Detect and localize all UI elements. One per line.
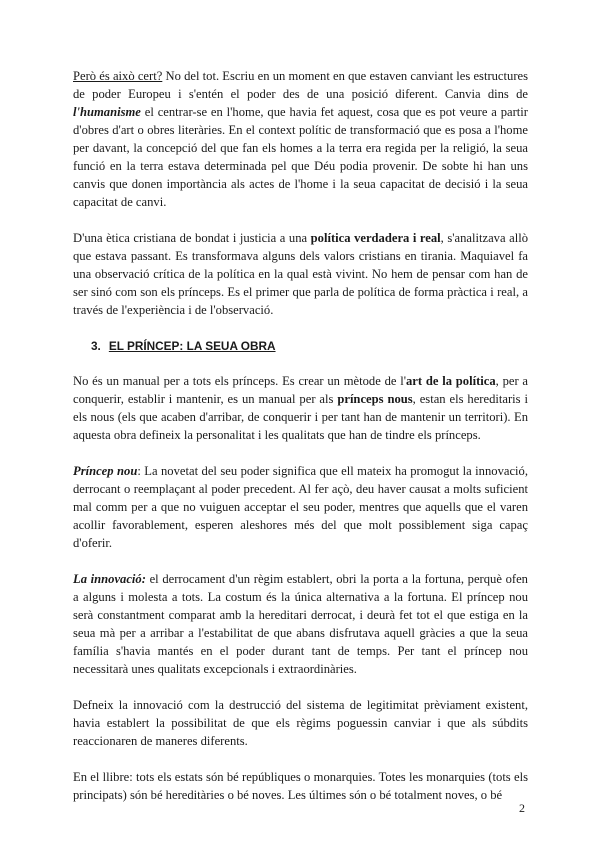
paragraph-innovacio	[73, 570, 528, 678]
text-run: Defneix la innovació com la destrucció del sistema de legitimitat prèviament existent, havia establert la possibilitat de que els règims poguessin canviar i que als súbdits reaccionaren de maneres diferents.	[73, 698, 528, 748]
question-lead: Però és això cert?	[73, 69, 163, 83]
text-run: No del tot. Escriu en un moment en que estaven canviant les estructures de poder Europeu i s'entén el poder des de una posició diferent. Canvia dins de	[73, 69, 529, 101]
page-content	[73, 67, 528, 822]
paragraph-manual	[73, 372, 528, 444]
term-princep-nou: Príncep nou	[73, 464, 138, 478]
text-run: D'una ètica cristiana de bondat i justicia a una	[73, 231, 311, 245]
text-run: , per a conquerir, establir i mantenir, es un manual per als	[73, 374, 529, 406]
text-run: No és un manual per a tots els prínceps. Es crear un mètode de l'	[73, 374, 406, 388]
term-politica-real: política verdadera i real	[310, 231, 441, 245]
text-run: el centrar-se en l'home, que havia fet aquest, cosa que es pot veure a partir d'obres d'art o obres literàries. En el context polític de transformació que es posa a l'home per davant, la concepció del que fan els homes a la terra era regida per la religió, la seua funció en la terra estava determinada pel que Déu podia provenir. De sobte hi han uns canvis que donen importància als actes de l'home i la seua capacitat de decisió i la seua capacitat de canvi.	[73, 105, 528, 209]
paragraph-real-politics	[73, 229, 528, 319]
term-princeps-nous: prínceps nous	[337, 392, 413, 406]
text-run: : La novetat del seu poder significa que ell mateix ha promogut la innovació, derrocant o reemplaçant al poder precedent. Al fer açò, deu haver causat a molts suficient mal comm per a que no vuiguen acceptar el seu poder, mentres que aquells que el varen acollir favorablement, esperen aleshores més del que molt possiblement siga capaç d'oferir.	[73, 464, 528, 550]
paragraph-definition	[73, 696, 528, 750]
section-title: EL PRÍNCEP: LA SEUA OBRA	[108, 339, 276, 353]
paragraph-llibre	[73, 768, 528, 804]
page-number: 2	[519, 801, 525, 815]
text-run: el derrocament d'un règim establert, obri la porta a la fortuna, perquè ofen a alguns i molesta a tots. La costum és la única alternativa a la fortuna. El príncep nou serà constantment comparat amb la hereditari derrocat, i deurà fet tot el que estiga en la seua mà per a arribar a l'estabilitat de que abans disfrutava aquell gràcies a que la seua família s'havia mantés en el poder durant tant de temps. Per tant el príncep nou necessitarà unes qualitats excepcionals i extraordinàries.	[73, 572, 528, 676]
term-humanisme: l'humanisme	[73, 105, 141, 119]
section-heading	[73, 337, 528, 355]
term-art-politica: art de la política	[406, 374, 496, 388]
text-run: , s'analitzava allò que estava passant. Es transformava alguns dels valors cristians en tirania. Maquiavel fa una observació crítica de la política en la qual està vivint. No hem de pensar com han de ser sinó com son els prínceps. Es el primer que parla de política de forma pràctica i real, a través de l'experiència i de l'observació.	[73, 231, 528, 317]
term-innovacio: La innovació:	[73, 572, 146, 586]
paragraph-historical-context	[73, 67, 528, 211]
paragraph-princep-nou	[73, 462, 528, 552]
text-run: , estan els hereditaris i els nous (els que acaben d'arribar, de conquerir i per tant han de mantenir un territori). En aquesta obra defineix la personalitat i les qualitats que han de tindre els prínceps.	[73, 392, 528, 442]
text-run: En el llibre: tots els estats són bé repúbliques o monarquies. Totes les monarquies (tots els principats) són bé hereditàries o bé noves. Les últimes són o bé totalment noves, o bé	[73, 770, 528, 802]
section-number: 3.	[91, 339, 101, 353]
